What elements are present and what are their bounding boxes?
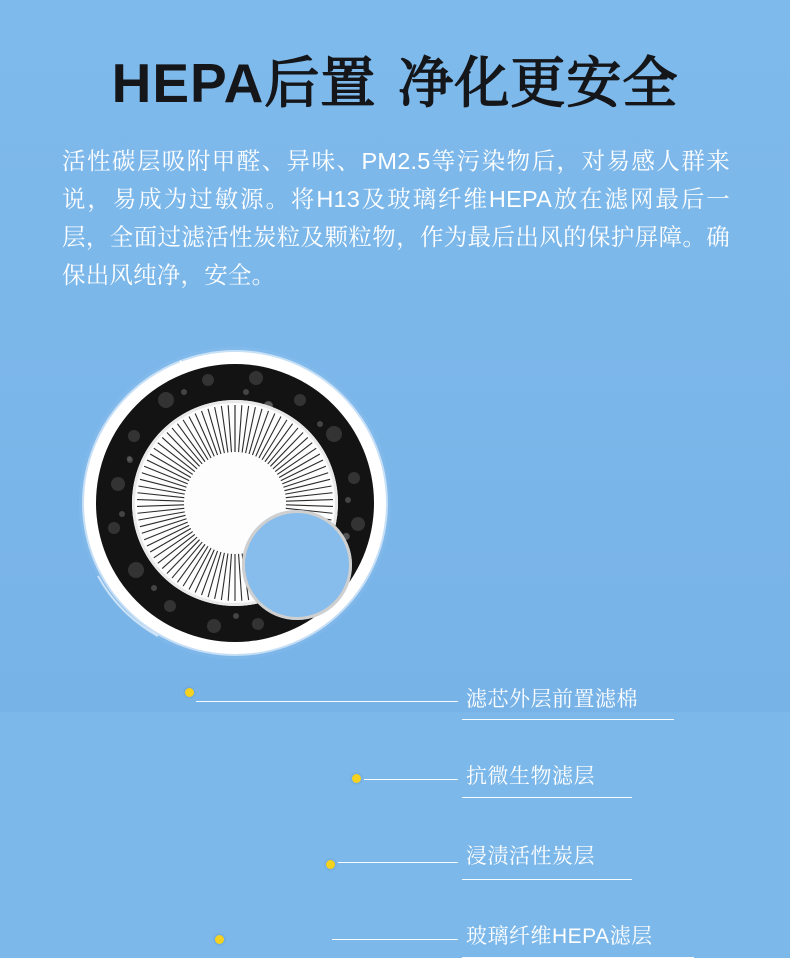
callout-marker-4 <box>215 935 224 944</box>
page-title-part2: 净化更安全 <box>398 52 679 114</box>
callout-leader-4 <box>332 939 458 940</box>
page-title <box>0 52 790 114</box>
callout-label-antimicrobial: 抗微生物滤层 <box>466 765 595 788</box>
callout-label-carbon: 浸渍活性炭层 <box>466 845 595 868</box>
callout-underline-1 <box>462 719 674 720</box>
callout-underline-2 <box>462 797 632 798</box>
filter-diagram <box>70 338 400 668</box>
callout-label-hepa: 玻璃纤维HEPA滤层 <box>466 925 653 948</box>
callout-leader-3 <box>338 862 458 863</box>
callout-marker-3 <box>326 860 335 869</box>
description-text <box>62 142 730 294</box>
filter-hepa-layer <box>132 400 338 606</box>
callout-marker-2 <box>352 774 361 783</box>
callout-leader-2 <box>364 779 458 780</box>
filter-center-hole <box>242 510 352 620</box>
callout-leader-1 <box>196 701 458 702</box>
callout-label-prefilter: 滤芯外层前置滤棉 <box>466 688 638 711</box>
callout-marker-1 <box>185 688 194 697</box>
description-paragraph: 活性碳层吸附甲醛、异味、PM2.5等污染物后，对易感人群来说，易成为过敏源。将H13及玻璃纤维HEPA放在滤网最后一层，全面过滤活性炭粒及颗粒物，作为最后出风的保护屏障。确保出风纯净，安全。 <box>62 148 730 288</box>
callout-underline-3 <box>462 879 632 880</box>
page-title-part1: HEPA后置 <box>111 52 377 114</box>
